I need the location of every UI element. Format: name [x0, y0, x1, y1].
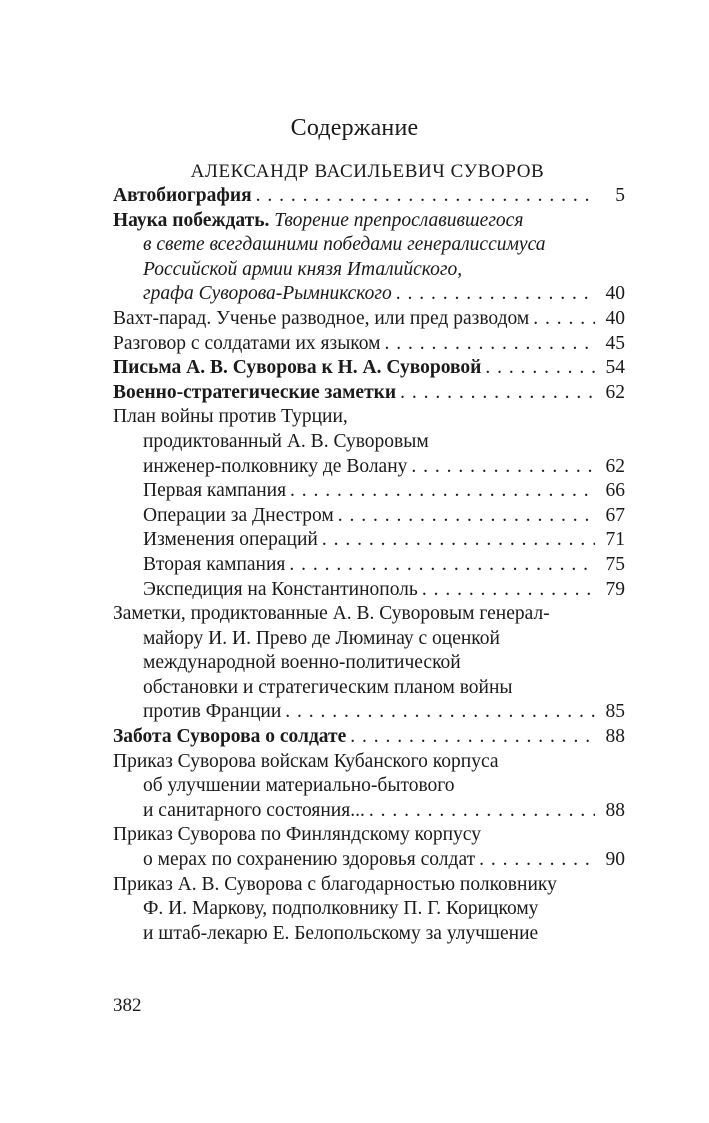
- toc-entry-title: Приказ А. В. Суворова с благодарностью полковнику: [113, 873, 557, 895]
- toc-entry-title-cont: международной военно-политической: [143, 652, 461, 674]
- toc-page-number: 54: [605, 357, 625, 379]
- toc-subentry-constantinople: [113, 578, 625, 603]
- section-author-heading: АЛЕКСАНДР ВАСИЛЬЕВИЧ СУВОРОВ: [190, 161, 545, 182]
- toc-entry-title: Первая кампания: [143, 480, 287, 502]
- toc-entry-title: Военно-стратегические заметки: [113, 381, 397, 403]
- dot-leader: [252, 184, 595, 209]
- toc-page-number: 5: [615, 185, 625, 206]
- toc-entry-conversation: [113, 332, 625, 357]
- toc-entry-title-cont: против Франции: [143, 701, 282, 723]
- toc-entry-care-of-soldier: [113, 725, 625, 750]
- dot-leader: [381, 332, 596, 357]
- toc-entry-title: Операции за Днестром: [143, 504, 334, 526]
- toc-entry-title-cont: майору И. И. Прево де Люминау с оценкой: [143, 627, 500, 649]
- toc-entry-title-cont: Ф. И. Маркову, подполковнику П. Г. Корицкому: [143, 898, 539, 920]
- toc-entry-order-kuban: [113, 750, 625, 775]
- toc-page-number: 88: [605, 726, 625, 748]
- toc-entry-title: Забота Суворова о солдате: [113, 726, 347, 748]
- toc-entry-subtitle-cont: графа Суворова-Рымникского: [143, 283, 392, 305]
- toc-entry-military-notes: [113, 381, 625, 406]
- toc-entry-title: Письма А. В. Суворова к Н. А. Суворовой: [113, 357, 482, 379]
- toc-entry-vakht-parad: [113, 307, 625, 332]
- dot-leader: [285, 553, 595, 578]
- toc-entry-subtitle-cont: в свете всегдашними победами генералиссимуса: [143, 234, 546, 256]
- toc-entry-title: Заметки, продиктованные А. В. Суворовым генерал-: [113, 603, 550, 625]
- dot-leader: [418, 578, 595, 603]
- toc-entry-title: Наука побеждать.: [113, 209, 270, 231]
- dot-leader: [392, 282, 595, 307]
- dot-leader: [346, 725, 595, 750]
- dot-leader: [281, 700, 595, 725]
- table-of-contents: [113, 184, 625, 946]
- toc-page-number: 79: [605, 578, 625, 600]
- toc-page-number: 62: [605, 455, 625, 477]
- toc-entry-subtitle: Творение препрославившегося: [274, 209, 524, 231]
- toc-entry-title-cont: об улучшении материально-бытового: [143, 775, 455, 797]
- dot-leader: [365, 799, 595, 824]
- toc-entry-title: Вахт-парад. Ученье разводное, или пред разводом: [113, 307, 530, 329]
- toc-subentry-changes: [113, 528, 625, 553]
- toc-subentry-dniester: [113, 504, 625, 529]
- toc-page-number: 66: [605, 480, 625, 502]
- toc-entry-letters: [113, 356, 625, 381]
- toc-page-number: 85: [605, 701, 625, 723]
- dot-leader: [407, 455, 595, 480]
- dot-leader: [481, 356, 595, 381]
- toc-entry-title-cont: обстановки и стратегическим планом войны: [143, 676, 513, 698]
- toc-page-number: 40: [605, 307, 625, 329]
- toc-page-number: 88: [605, 799, 625, 821]
- toc-page-number: 40: [605, 283, 625, 305]
- toc-entry-notes-prevo: [113, 602, 625, 627]
- toc-page-number: 75: [605, 553, 625, 575]
- toc-entry-title-cont: инженер-полковнику де Волану: [143, 455, 408, 477]
- toc-entry-subtitle-cont: Российской армии князя Италийского,: [143, 258, 463, 280]
- page-title: Содержание: [290, 115, 419, 141]
- toc-entry-title: План войны против Турции,: [113, 406, 348, 428]
- dot-leader: [318, 528, 595, 553]
- toc-entry-title-cont: о мерах по сохранению здоровья солдат: [143, 849, 476, 871]
- toc-page-number: 67: [605, 504, 625, 526]
- dot-leader: [529, 307, 595, 332]
- dot-leader: [396, 381, 595, 406]
- toc-entry-order-gratitude: [113, 873, 625, 898]
- toc-entry-title: Вторая кампания: [143, 553, 286, 575]
- toc-entry-title: Автобиография: [113, 185, 252, 206]
- dot-leader: [475, 848, 595, 873]
- toc-entry-title: Разговор с солдатами их языком: [113, 332, 381, 354]
- toc-subentry-second-campaign: [113, 553, 625, 578]
- dot-leader: [334, 504, 595, 529]
- toc-entry-order-finland: [113, 823, 625, 848]
- toc-entry-war-plan-turkey: [113, 405, 625, 430]
- toc-entry-title: Приказ Суворова по Финляндскому корпусу: [113, 824, 481, 846]
- toc-page-number: 62: [605, 381, 625, 403]
- dot-leader: [286, 479, 595, 504]
- toc-entry-science-of-victory: [113, 209, 625, 234]
- toc-subentry-first-campaign: [113, 479, 625, 504]
- toc-page-number: 71: [605, 529, 625, 551]
- toc-page-number: 90: [605, 849, 625, 871]
- toc-entry-title: Приказ Суворова войскам Кубанского корпуса: [113, 750, 499, 772]
- toc-entry-title-cont: и санитарного состояния...: [143, 799, 365, 821]
- page-number: 382: [113, 995, 142, 1016]
- toc-entry-autobiography: [113, 184, 625, 209]
- toc-entry-title-cont: продиктованный А. В. Суворовым: [143, 430, 429, 452]
- toc-page-number: 45: [605, 332, 625, 354]
- toc-entry-title: Изменения операций: [143, 529, 318, 551]
- toc-entry-title: Экспедиция на Константинополь: [143, 578, 418, 600]
- toc-entry-title-cont: и штаб-лекарю Е. Белопольскому за улучшение: [143, 922, 539, 944]
